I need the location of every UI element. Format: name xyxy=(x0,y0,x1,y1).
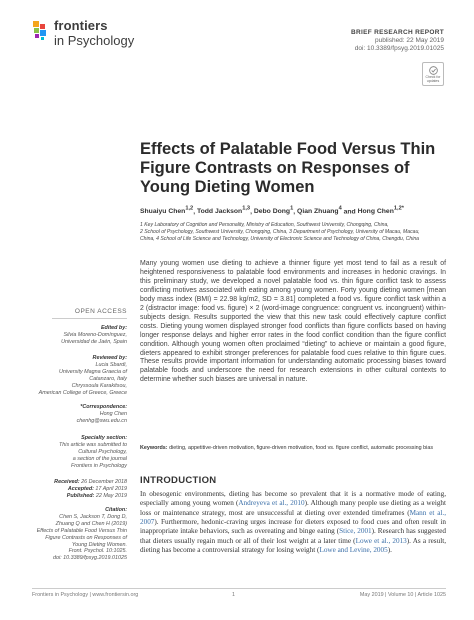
article-dates xyxy=(32,479,127,501)
author-list: Shuaiyu Chen$^{1,2}$, Todd Jackson$^{1,3}$, Debo Dong$^1$, Qian Zhuang$^4$ and Hong Chen$^{1,2*}$ xyxy=(140,206,404,216)
journal-name-line2: in Psychology xyxy=(54,33,135,48)
reviewer-line: American College of Greece, Greece xyxy=(38,389,127,396)
keywords-list: dieting, appetitive-driven motivation, figure-driven motivation, food vs. figure conflict, automatic processing bias xyxy=(169,445,434,451)
author[interactable]: Shuaiyu Chen$^{1,2}$ xyxy=(140,206,194,216)
published-date: published: 22 May 2019 xyxy=(374,37,444,44)
frontiers-logo-icon xyxy=(32,20,50,42)
section-heading-introduction: INTRODUCTION xyxy=(140,475,217,486)
reviewed-by xyxy=(32,355,127,396)
page-number: 1 xyxy=(232,592,235,598)
reviewer-line: Lucia Sbardi, xyxy=(95,361,127,368)
citation-line: Zhuang Q and Chen H (2019) xyxy=(55,520,127,527)
specialty-section xyxy=(32,435,127,470)
reviewer-line: Catanzaro, Italy xyxy=(89,375,127,382)
author[interactable]: Debo Dong$^1$ xyxy=(253,206,294,216)
keywords-label: Keywords: xyxy=(140,445,168,451)
accepted-date: Accepted: 17 April 2019 xyxy=(67,486,127,493)
received-date: Received: 26 December 2018 xyxy=(54,479,127,485)
author[interactable]: Qian Zhuang$^4$ xyxy=(297,206,342,216)
article-type: BRIEF RESEARCH REPORT xyxy=(351,29,444,36)
affiliation-line: 2 School of Psychology, Southwest University, Chongqing, China, 3 Department of Psychology, University of Macau, Macau, xyxy=(140,229,420,236)
corresponding-author: Hong Chen xyxy=(99,410,127,417)
citation-line: Front. Psychol. 10:1025. xyxy=(68,548,127,555)
specialty-line: This article was submitted to xyxy=(58,441,127,448)
citation-link[interactable]: Mann et al., 2007 xyxy=(140,508,446,527)
citation-line: Figure Contrasts on Responses of xyxy=(45,534,127,541)
citation-link[interactable]: Lowe and Levine, 2005 xyxy=(319,546,388,555)
reviewer-line: Chryssoula Karakitsou, xyxy=(71,382,127,389)
footer-issue-info: May 2019 | Volume 10 | Article 1025 xyxy=(359,592,446,598)
affiliation-line: 1 Key Laboratory of Cognition and Personality, Ministry of Education, Southwest University, Chongqing, China, xyxy=(140,222,389,228)
citation-line: Young Dieting Women. xyxy=(71,541,127,548)
edited-by-label: Edited by: xyxy=(100,325,127,331)
open-access-label: OPEN ACCESS xyxy=(74,308,127,315)
published-date-side: Published: 22 May 2019 xyxy=(66,493,127,500)
citation xyxy=(32,507,127,562)
check-for-updates-button[interactable] xyxy=(422,62,444,86)
editor-line: Silvia Moreno-Domínguez, xyxy=(63,331,127,338)
divider xyxy=(52,318,127,319)
specialty-line: Frontiers in Psychology xyxy=(70,462,127,469)
citation-link[interactable]: Andreyeva et al., 2010 xyxy=(238,499,305,508)
keywords xyxy=(140,445,446,452)
citation-link[interactable]: Stice, 2001 xyxy=(339,527,372,536)
editor-line: Universidad de Jaén, Spain xyxy=(61,338,127,345)
author[interactable]: Todd Jackson$^{1,3}$ xyxy=(196,206,251,216)
footer-divider xyxy=(32,588,446,589)
doi-link[interactable]: doi: 10.3389/fpsyg.2019.01025 xyxy=(354,45,444,52)
article-meta xyxy=(351,29,444,53)
correspondence xyxy=(32,404,127,425)
affiliation-line: China, 4 School of Life Science and Technology, University of Electronic Science and Technology of China, Chengdu, China xyxy=(140,236,420,243)
abstract: Many young women use dieting to achieve a thinner figure yet most tend to fail as a result of heightened responsiveness to palatable food environments and increases in hedonic cravings. In this preliminary study, we developed a novel palatable food vs. thin figure conflict task to assess conflicting motives associated with eating among young women. Forty young dieting women [mean body mass index (BMI) = 22.98 kg/m2, SD = 3.81] completed a food vs. figure conflict task within a 2 (distractor image: food vs. figure) × 2 (word-image congruence: congruent vs. incongruent) within-subjects design. Results supported the view that this new task could effectively capture conflict costs. Dieting young women displayed stronger food conflicts than figure conflicts based on having longer response delays and higher error rates in the food conflict condition than the figure conflict condition. Although young women often proclaimed “dieting” to achieve or maintain a good figure, dieters appeared to exhibit stronger preferences for palatable food cues relative to thin figure cues. These results provide important information for understanding automatic processing biases toward palatable foods and underscore the need for research extensions in other cultural contexts to determine whether such biases are universal in nature. xyxy=(140,260,446,384)
citation-link[interactable]: Lowe et al., 2013 xyxy=(355,536,407,545)
citation-line: Effects of Palatable Food Versus Thin xyxy=(36,527,127,534)
reviewer-line: University Magna Graecia of xyxy=(58,368,127,375)
specialty-label: Specialty section: xyxy=(81,435,127,441)
crossmark-icon xyxy=(429,66,438,75)
citation-line: Chen S, Jackson T, Dong D, xyxy=(59,513,127,520)
correspondence-label: *Correspondence: xyxy=(80,404,127,410)
article-title: Effects of Palatable Food Versus Thin Figure Contrasts on Responses of Young Dieting Women xyxy=(140,140,436,196)
introduction-paragraph: In obesogenic environments, dieting has become so prevalent that it is a normative mode of eating, especially among young women (Andreyeva et al., 2010). Although many people use dieting as a weight loss or maintenance strategy, most are unsuccessful at dieting over extended timeframes (Mann et al., 2007). Furthermore, hedonic-craving urges increase for dieters exposed to food cues and often result in inappropriate intake behaviors, such as overeating and binge eating (Stice, 2001). Research has suggested that dieters usually regain much or all of their lost weight at a later time (Lowe et al., 2013). As a result, dieting has become a controversial strategy for losing weight (Lowe and Levine, 2005). xyxy=(140,490,446,555)
journal-name-line1: frontiers xyxy=(54,18,108,33)
author[interactable]: Hong Chen$^{1,2*}$ xyxy=(357,206,404,216)
edited-by xyxy=(32,325,127,346)
badge-line2: updates xyxy=(426,78,440,83)
email-link[interactable]: chenhg@swu.edu.cn xyxy=(76,417,127,424)
footer-journal-link[interactable]: Frontiers in Psychology | www.frontiersin.org xyxy=(32,592,139,598)
affiliations xyxy=(140,222,446,244)
specialty-line: a section of the journal xyxy=(72,455,127,462)
specialty-line: Cultural Psychology, xyxy=(78,448,127,455)
badge-line1: Check for xyxy=(425,74,441,79)
citation-label: Citation: xyxy=(105,507,127,513)
citation-doi-link[interactable]: doi: 10.3389/fpsyg.2019.01025 xyxy=(52,555,127,562)
reviewed-by-label: Reviewed by: xyxy=(92,355,127,361)
journal-logo[interactable] xyxy=(32,18,152,52)
